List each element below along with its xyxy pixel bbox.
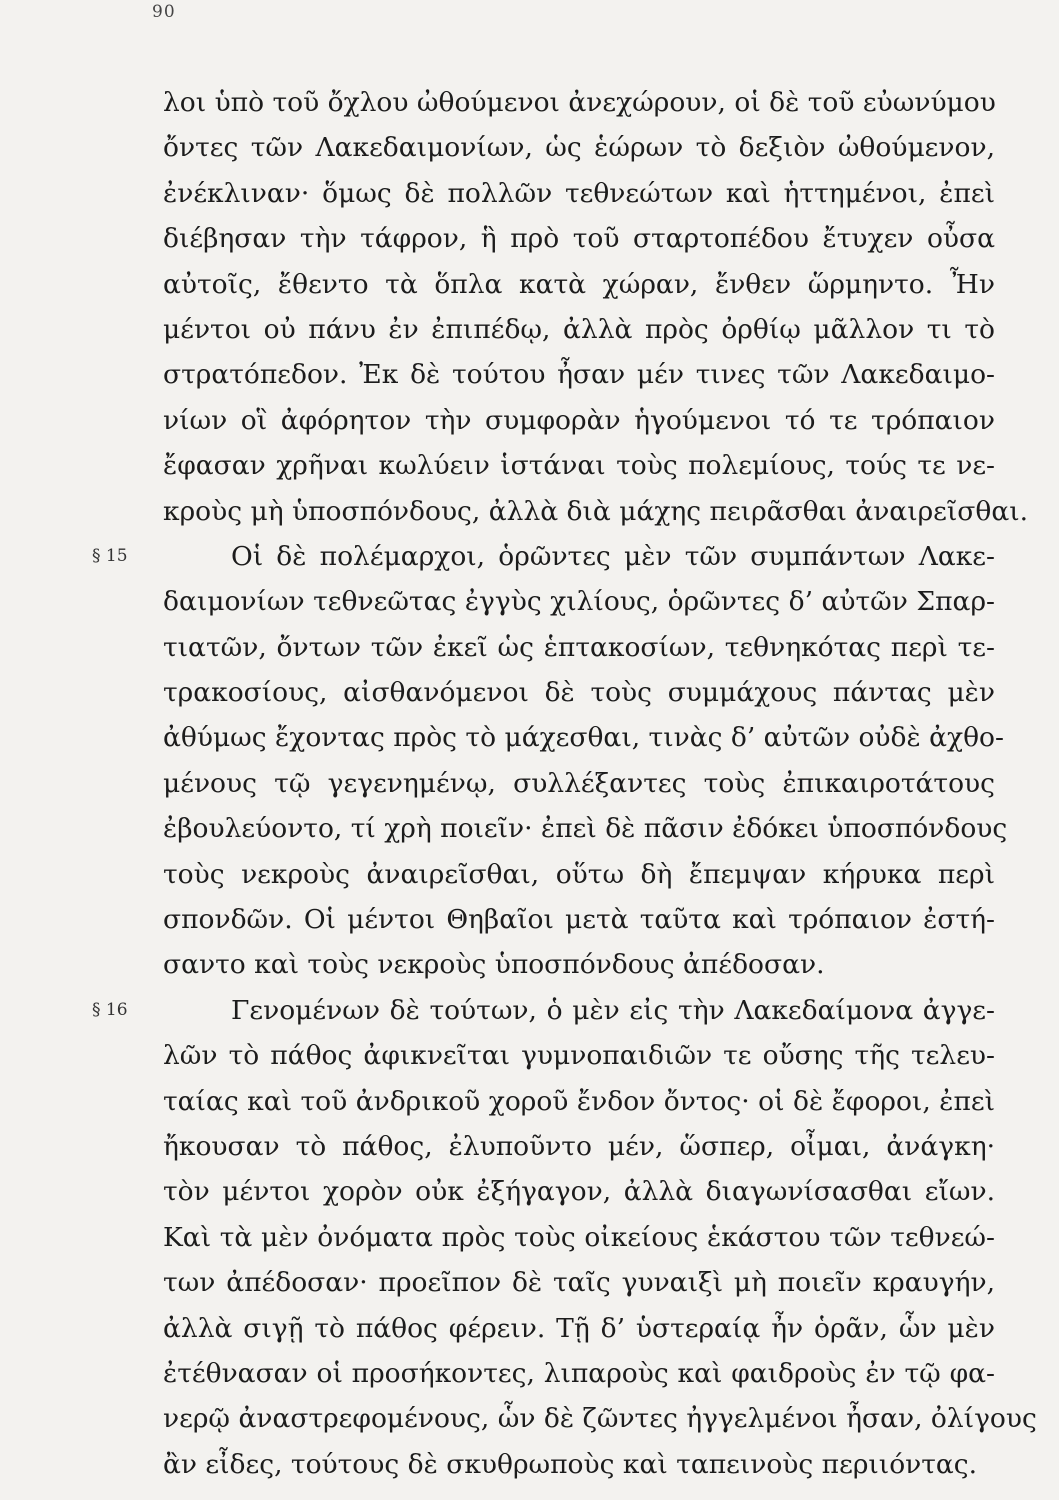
text-line: σπονδῶν. Οἱ μέντοι Θηβαῖοι μετὰ ταῦτα καὶ τρόπαιον ἐστή- <box>163 904 995 936</box>
text-line: νερῷ ἀναστρεφομένους, ὧν δὲ ζῶντες ἠγγελμένοι ἦσαν, ὀλίγους <box>163 1403 1037 1435</box>
text-line: τιατῶν, ὄντων τῶν ἐκεῖ ὡς ἑπτακοσίων, τεθνηκότας περὶ τε- <box>163 631 995 663</box>
text-line: αὐτοῖς, ἔθεντο τὰ ὅπλα κατὰ χώραν, ἔνθεν ὥρμηντο. Ἦν <box>163 268 995 300</box>
text-line: νίων οἳ ἀφόρητον τὴν συμφορὰν ἡγούμενοι τό τε τρόπαιον <box>163 404 995 436</box>
text-line: ἀλλὰ σιγῇ τὸ πάθος φέρειν. Τῇ δ’ ὑστεραίᾳ ἦν ὁρᾶν, ὧν μὲν <box>163 1312 995 1344</box>
text-line: μένους τῷ γεγενημένῳ, συλλέξαντες τοὺς ἐπικαιροτάτους <box>163 767 995 799</box>
text-line: ἤκουσαν τὸ πάθος, ἐλυποῦντο μέν, ὥσπερ, οἶμαι, ἀνάγκη· <box>163 1130 995 1162</box>
text-line: ἐβουλεύοντο, τί χρὴ ποιεῖν· ἐπεὶ δὲ πᾶσιν ἐδόκει ὑποσπόνδους <box>163 813 1008 845</box>
text-line: ἀθύμως ἔχοντας πρὸς τὸ μάχεσθαι, τινὰς δ’ αὐτῶν οὐδὲ ἀχθο- <box>163 722 1004 754</box>
paragraph-1 <box>163 80 1029 534</box>
paragraph-section-16 <box>92 988 1037 1487</box>
paragraph-section-15 <box>92 534 1008 988</box>
text-line: ταίας καὶ τοῦ ἀνδρικοῦ χοροῦ ἔνδον ὄντος· οἱ δὲ ἔφοροι, ἐπεὶ <box>163 1085 995 1117</box>
text-line: ὄντες τῶν Λακεδαιμονίων, ὡς ἑώρων τὸ δεξιὸν ὠθούμενον, <box>163 132 995 164</box>
text-line: τοὺς νεκροὺς ἀναιρεῖσθαι, οὕτω δὴ ἔπεμψαν κήρυκα περὶ <box>163 858 995 890</box>
text-line: κροὺς μὴ ὑποσπόνδους, ἀλλὰ διὰ μάχης πειρᾶσθαι ἀναιρεῖσθαι. <box>163 495 1029 527</box>
text-line: λῶν τὸ πάθος ἀφικνεῖται γυμνοπαιδιῶν τε οὔσης τῆς τελευ- <box>163 1040 995 1072</box>
text-line: ἐνέκλιναν· ὅμως δὲ πολλῶν τεθνεώτων καὶ ἡττημένοι, ἐπεὶ <box>163 177 995 209</box>
text-line: Γενομένων δὲ τούτων, ὁ μὲν εἰς τὴν Λακεδαίμονα ἀγγε- <box>231 994 995 1026</box>
text-line: διέβησαν τὴν τάφρον, ἣ πρὸ τοῦ σταρτοπέδου ἔτυχεν οὖσα <box>163 223 995 255</box>
text-line: τὸν μέντοι χορὸν οὐκ ἐξήγαγον, ἀλλὰ διαγωνίσασθαι εἴων. <box>163 1176 995 1208</box>
page-number: 90 <box>152 2 176 22</box>
text-line: των ἀπέδοσαν· προεῖπον δὲ ταῖς γυναιξὶ μὴ ποιεῖν κραυγήν, <box>163 1267 995 1299</box>
text-line: στρατόπεδον. Ἐκ δὲ τούτου ἦσαν μέν τινες τῶν Λακεδαιμο- <box>163 359 995 391</box>
text-line: ἔφασαν χρῆναι κωλύειν ἱστάναι τοὺς πολεμίους, τούς τε νε- <box>163 450 995 482</box>
text-line: λοι ὑπὸ τοῦ ὄχλου ὠθούμενοι ἀνεχώρουν, οἱ δὲ τοῦ εὐωνύμου <box>163 87 996 118</box>
text-line: ἐτέθνασαν οἱ προσήκοντες, λιπαροὺς καὶ φαιδροὺς ἐν τῷ φα- <box>163 1357 995 1389</box>
text-line: Καὶ τὰ μὲν ὀνόματα πρὸς τοὺς οἰκείους ἑκάστου τῶν τεθνεώ- <box>163 1221 995 1253</box>
text-line: Οἱ δὲ πολέμαρχοι, ὁρῶντες μὲν τῶν συμπάντων Λακε- <box>231 540 995 572</box>
main-text <box>92 80 1037 1487</box>
section-marker-15: § 15 <box>92 545 128 566</box>
text-line: τρακοσίους, αἰσθανόμενοι δὲ τοὺς συμμάχους πάντας μὲν <box>163 677 995 709</box>
text-line: δαιμονίων τεθνεῶτας ἐγγὺς χιλίους, ὁρῶντες δ’ αὐτῶν Σπαρ- <box>163 586 995 618</box>
text-line: μέντοι οὐ πάνυ ἐν ἐπιπέδῳ, ἀλλὰ πρὸς ὀρθίῳ μᾶλλον τι τὸ <box>163 313 995 345</box>
text-line: σαντο καὶ τοὺς νεκροὺς ὑποσπόνδους ἀπέδοσαν. <box>163 949 825 981</box>
text-line: ἂν εἶδες, τούτους δὲ σκυθρωποὺς καὶ ταπεινοὺς περιιόντας. <box>163 1448 978 1480</box>
section-marker-16: § 16 <box>92 999 128 1020</box>
